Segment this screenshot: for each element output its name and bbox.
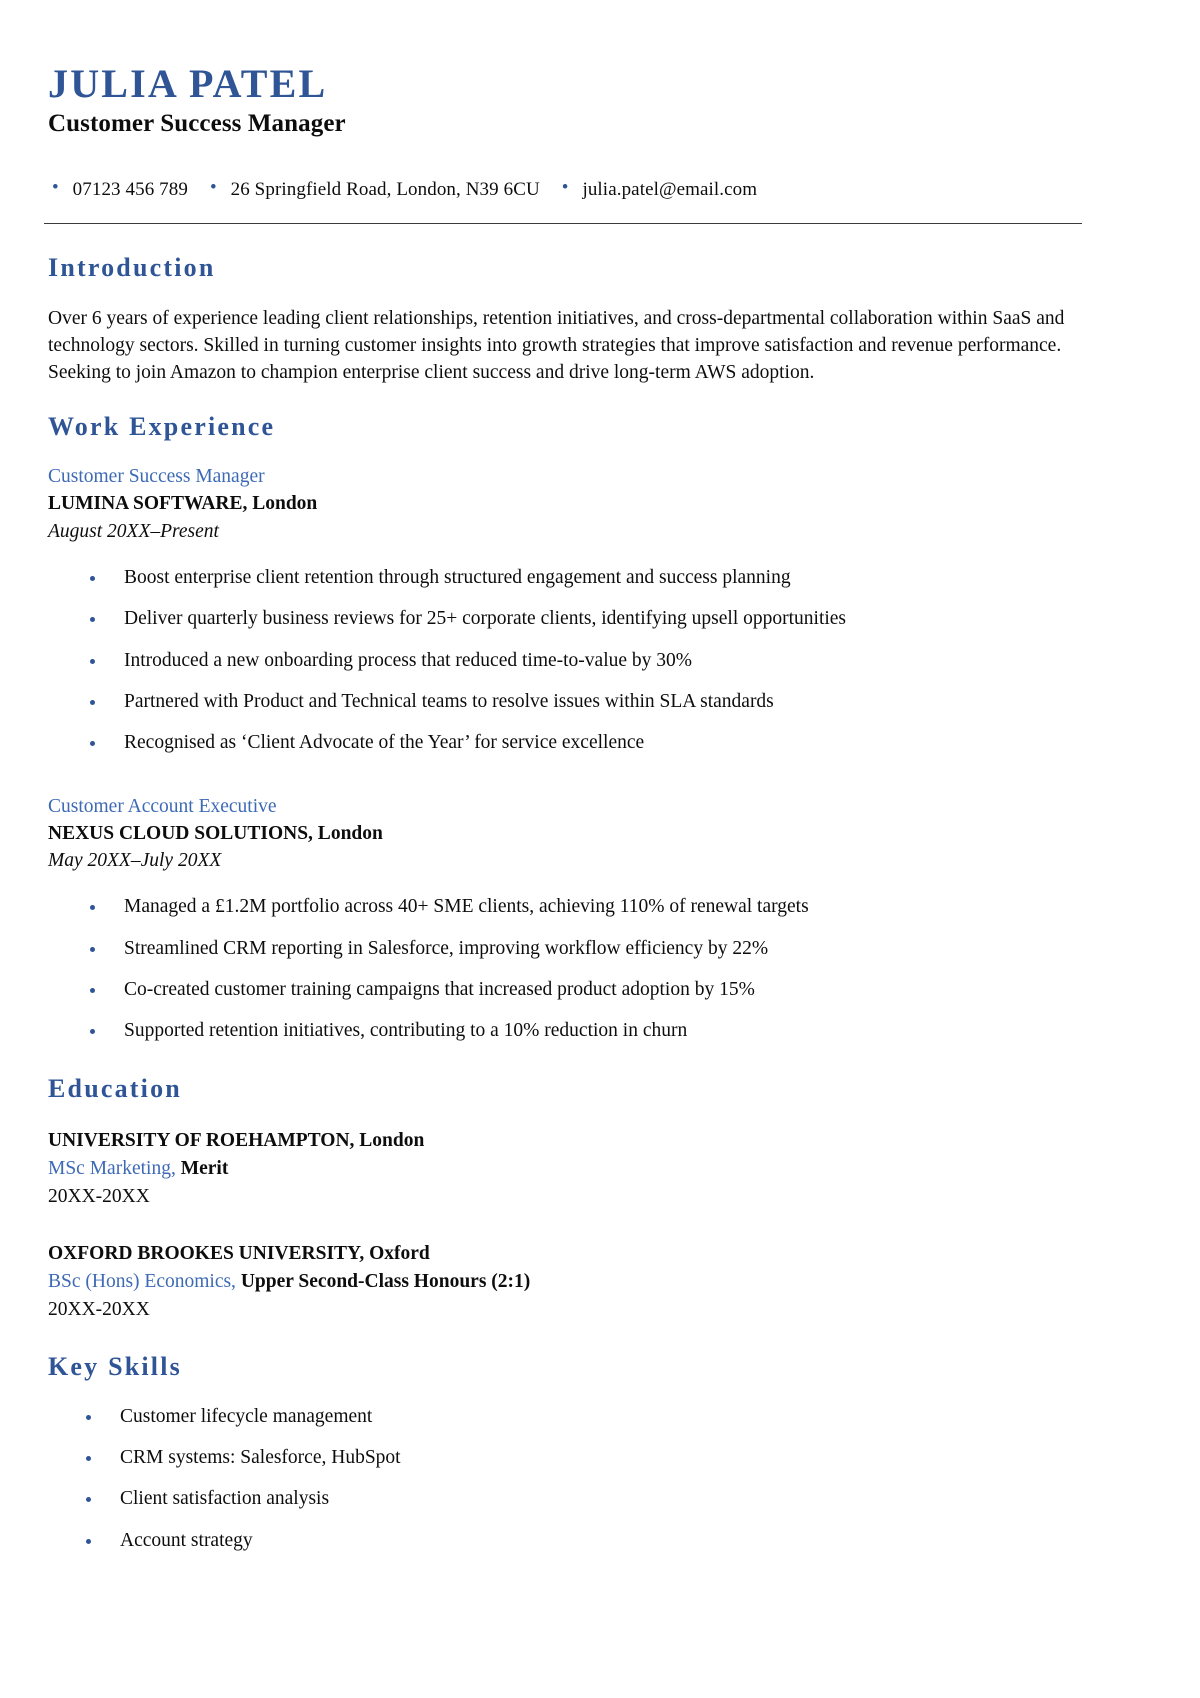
section-heading-key-skills: Key Skills: [48, 1352, 182, 1382]
education-years: 20XX-20XX: [48, 1298, 150, 1320]
list-item: CRM systems: Salesforce, HubSpot: [44, 1445, 1082, 1471]
bullet-icon: •: [52, 177, 59, 199]
education-school: UNIVERSITY OF ROEHAMPTON, London: [48, 1130, 425, 1152]
section-key-skills: [44, 1351, 1082, 1554]
education-entry: [48, 1240, 1082, 1323]
section-heading-introduction: Introduction: [48, 253, 216, 283]
job-dates: August 20XX–Present: [48, 520, 219, 542]
section-heading-education: Education: [48, 1073, 182, 1103]
education-grade: Upper Second-Class Honours (2:1): [240, 1270, 531, 1292]
education-entry: [48, 1127, 1082, 1210]
candidate-name: JULIA PATEL: [48, 61, 328, 106]
education-years: 20XX-20XX: [48, 1185, 150, 1207]
contact-info-row: [48, 179, 1082, 201]
candidate-job-title: Customer Success Manager: [48, 110, 346, 138]
header-divider: [44, 223, 1082, 224]
contact-item-phone: [48, 179, 188, 201]
section-heading-work-experience: Work Experience: [48, 411, 276, 441]
education-degree-line: [48, 1268, 1082, 1296]
contact-phone-text: 07123 456 789: [72, 179, 188, 201]
job-entry: [48, 463, 1082, 756]
list-item: Recognised as ‘Client Advocate of the Year’ for service excellence: [48, 730, 1082, 756]
list-item: Boost enterprise client retention through structured engagement and success planning: [48, 565, 1082, 591]
contact-item-email: [558, 179, 757, 201]
job-role: Customer Account Executive: [48, 795, 277, 817]
job-entry: [48, 793, 1082, 1045]
job-role: Customer Success Manager: [48, 466, 265, 488]
job-responsibility-list: [48, 565, 1082, 757]
education-degree-line: [48, 1155, 1082, 1183]
contact-email-text: julia.patel@email.com: [582, 179, 758, 201]
job-company: NEXUS CLOUD SOLUTIONS, London: [48, 822, 383, 844]
key-skills-list: [44, 1404, 1082, 1554]
education-school: OXFORD BROOKES UNIVERSITY, Oxford: [48, 1243, 430, 1265]
education-degree: MSc Marketing,: [48, 1157, 176, 1179]
list-item: Supported retention initiatives, contributing to a 10% reduction in churn: [48, 1018, 1082, 1044]
list-item: Deliver quarterly business reviews for 25+ corporate clients, identifying upsell opportunities: [48, 606, 1082, 632]
section-education: [44, 1073, 1082, 1324]
bullet-icon: •: [209, 177, 217, 199]
list-item: Managed a £1.2M portfolio across 40+ SME clients, achieving 110% of renewal targets: [48, 894, 1082, 920]
list-item: Client satisfaction analysis: [44, 1486, 1082, 1512]
list-item: Customer lifecycle management: [44, 1404, 1082, 1430]
contact-item-address: [206, 179, 540, 201]
bullet-icon: •: [561, 177, 569, 199]
list-item: Partnered with Product and Technical teams to resolve issues within SLA standards: [48, 689, 1082, 715]
job-company: LUMINA SOFTWARE, London: [48, 493, 318, 515]
job-responsibility-list: [48, 894, 1082, 1044]
section-introduction: [44, 252, 1082, 386]
education-degree: BSc (Hons) Economics,: [48, 1270, 236, 1292]
education-grade: Merit: [180, 1157, 229, 1179]
resume-header: [44, 62, 1082, 224]
section-work-experience: [44, 411, 1082, 1045]
list-item: Streamlined CRM reporting in Salesforce, improving workflow efficiency by 22%: [48, 936, 1082, 962]
introduction-body: Over 6 years of experience leading client relationships, retention initiatives, and cross-departmental collaboration within SaaS and technology sectors. Skilled in turning customer insights into growth strategies that improve satisfaction and revenue performance. Seeking to join Amazon to champion enterprise client success and drive long-term AWS adoption.: [48, 307, 1065, 384]
list-item: Introduced a new onboarding process that reduced time-to-value by 30%: [48, 648, 1082, 674]
list-item: Account strategy: [44, 1528, 1082, 1554]
job-dates: May 20XX–July 20XX: [48, 850, 222, 872]
contact-address-text: 26 Springfield Road, London, N39 6CU: [230, 179, 540, 201]
list-item: Co-created customer training campaigns that increased product adoption by 15%: [48, 977, 1082, 1003]
